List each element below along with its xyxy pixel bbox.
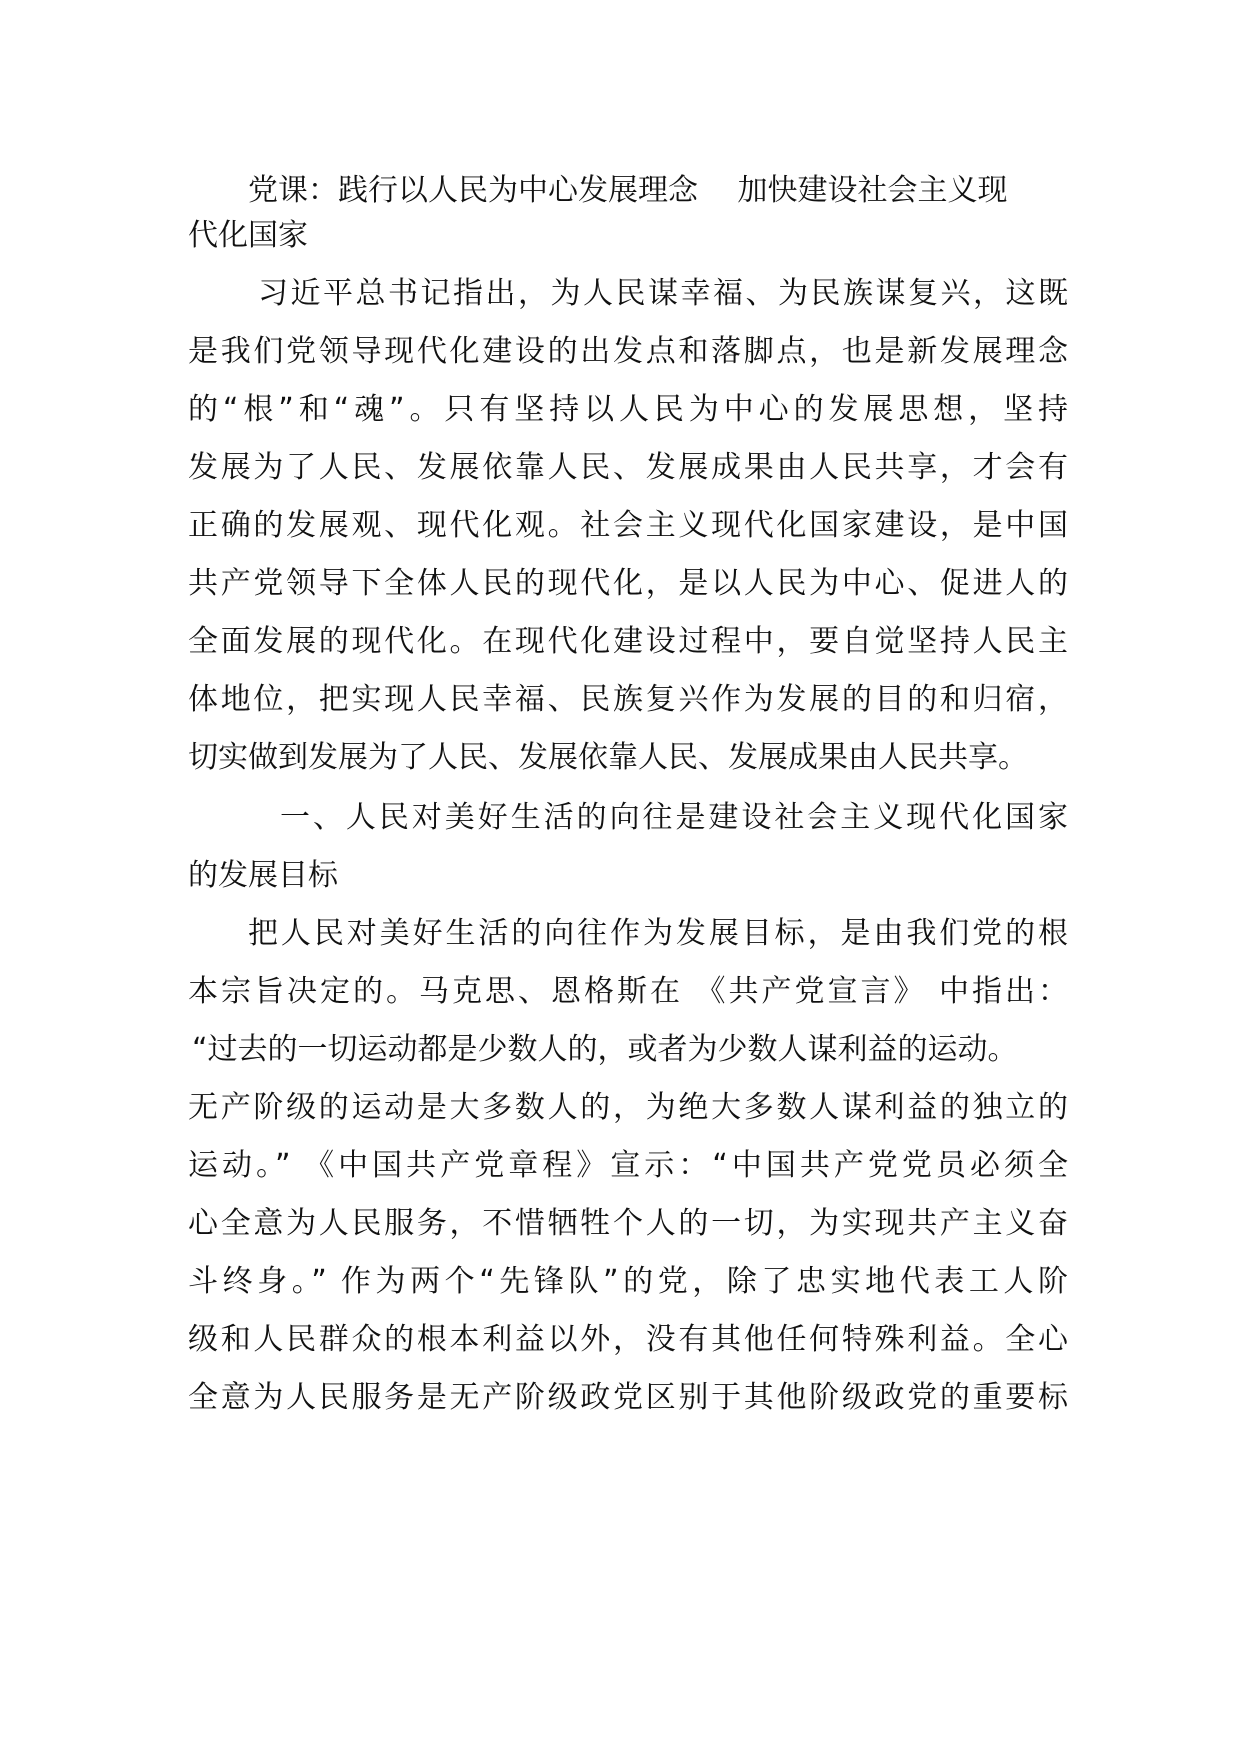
- paragraph-1-line-1: 习近平总书记指出，为人民谋幸福、为民族谋复兴，这既: [258, 276, 1068, 311]
- paragraph-2-line-9: 全意为人民服务是无产阶级政党区别于其他阶级政党的重要标: [188, 1380, 1068, 1415]
- paragraph-1-line-2: 是我们党领导现代化建设的出发点和落脚点，也是新发展理念: [188, 334, 1068, 369]
- paragraph-1-line-6: 共产党领导下全体人民的现代化，是以人民为中心、促进人的: [188, 566, 1068, 601]
- document-title-line-2: 代化国家: [188, 218, 308, 253]
- paragraph-2-line-3: “过去的一切运动都是少数人的，或者为少数人谋利益的运动。: [192, 1032, 1018, 1067]
- paragraph-1-line-8: 体地位，把实现人民幸福、民族复兴作为发展的目的和归宿，: [188, 682, 1068, 717]
- paragraph-1-line-7: 全面发展的现代化。在现代化建设过程中，要自觉坚持人民主: [188, 624, 1068, 659]
- document-title-line-1: 党课：践行以人民为中心发展理念 加快建设社会主义现: [248, 173, 1008, 208]
- paragraph-2-line-1: 把人民对美好生活的向往作为发展目标，是由我们党的根: [248, 916, 1068, 951]
- paragraph-1-line-9: 切实做到发展为了人民、发展依靠人民、发展成果由人民共享。: [188, 740, 1028, 775]
- paragraph-2-line-8: 级和人民群众的根本利益以外，没有其他任何特殊利益。全心: [188, 1322, 1068, 1357]
- paragraph-1-line-4: 发展为了人民、发展依靠人民、发展成果由人民共享，才会有: [188, 450, 1068, 485]
- paragraph-2-line-2: 本宗旨决定的。马克思、恩格斯在 《共产党宣言》 中指出：: [188, 974, 1068, 1009]
- paragraph-1-line-5: 正确的发展观、现代化观。社会主义现代化国家建设，是中国: [188, 508, 1068, 543]
- paragraph-1-line-3: 的“根”和“魂”。只有坚持以人民为中心的发展思想，坚持: [188, 392, 1068, 427]
- paragraph-2-line-7: 斗终身。” 作为两个“先锋队”的党，除了忠实地代表工人阶: [188, 1264, 1068, 1299]
- section-heading-1-line-1: 一、人民对美好生活的向往是建设社会主义现代化国家: [280, 800, 1068, 835]
- paragraph-2-line-5: 运动。” 《中国共产党章程》宣示：“中国共产党党员必须全: [188, 1148, 1068, 1183]
- section-heading-1-line-2: 的发展目标: [188, 858, 338, 893]
- paragraph-2-line-6: 心全意为人民服务，不惜牺牲个人的一切，为实现共产主义奋: [188, 1206, 1068, 1241]
- paragraph-2-line-4: 无产阶级的运动是大多数人的，为绝大多数人谋利益的独立的: [188, 1090, 1068, 1125]
